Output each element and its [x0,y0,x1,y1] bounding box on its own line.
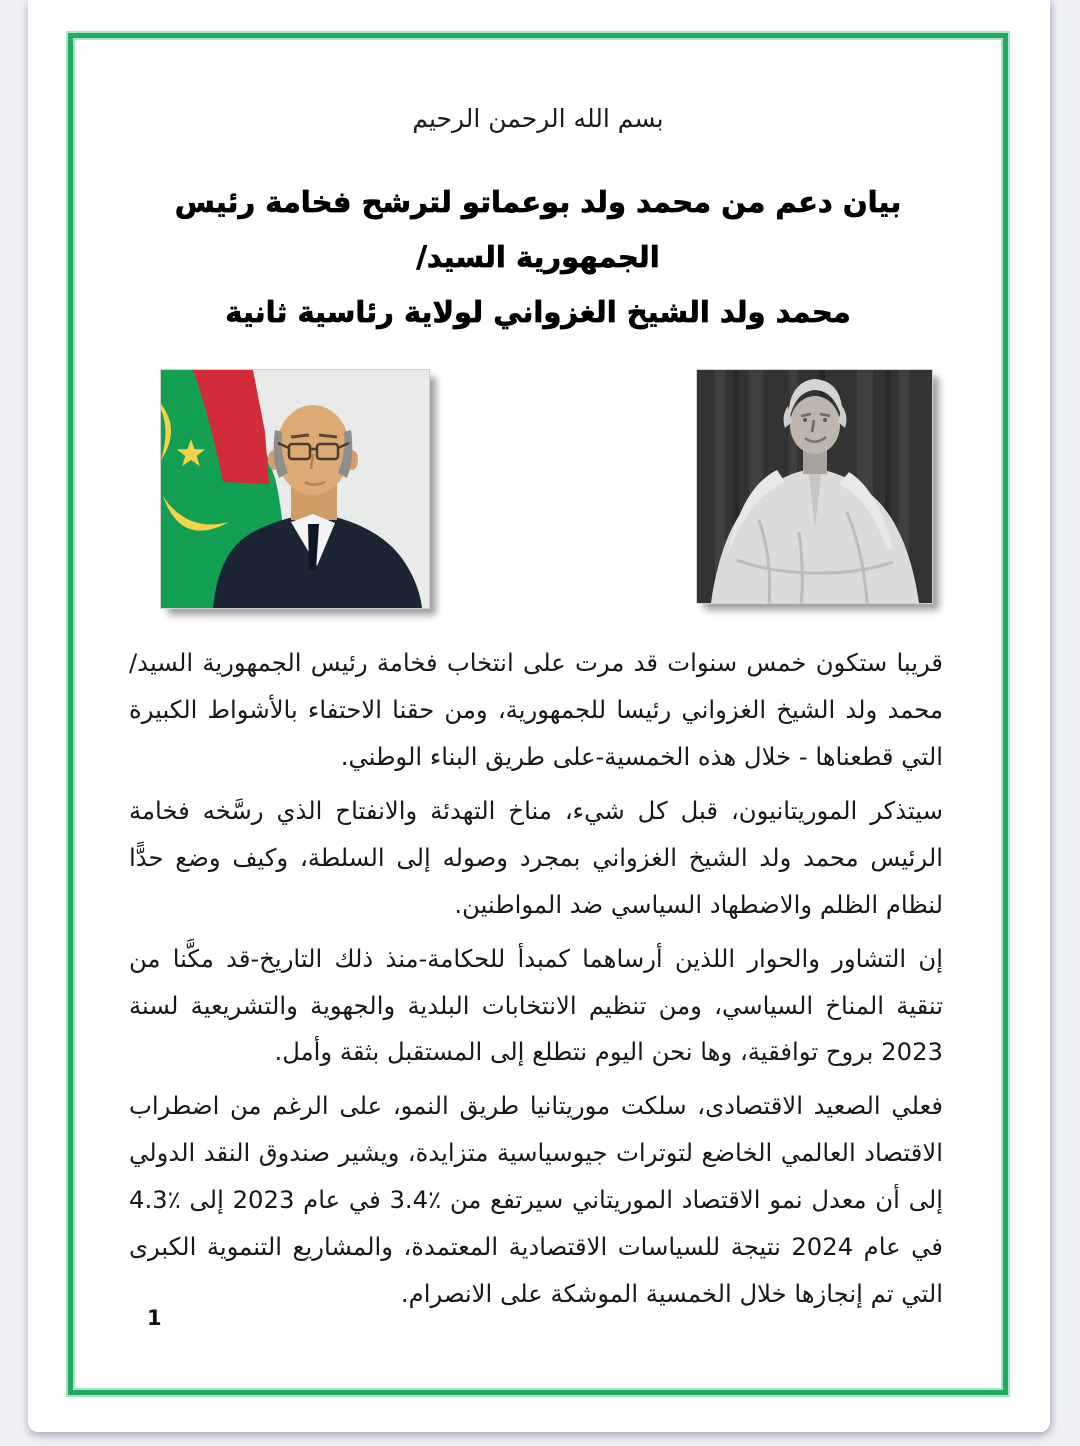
document-title [103,175,973,340]
body-paragraph: قريبا ستكون خمس سنوات قد مرت على انتخاب فخامة رئيس الجمهورية السيد/ محمد ولد الشيخ الغزواني رئيسا للجمهورية، ومن حقنا الاحتفاء بالأشواط الكبيرة التي قطعناها - خلال هذه الخمسية-على طريق البناء الوطني. [129,648,943,772]
document-page [28,0,1050,1432]
bouamatou-portrait-image [697,370,932,603]
photos-row [161,370,932,608]
photo-president-ghazouani [161,370,429,608]
body-paragraph: سيتذكر الموريتانيون، قبل كل شيء، مناخ التهدئة والانفتاح الذي رسَّخه فخامة الرئيس محمد ولد الشيخ الغزواني بمجرد وصوله إلى السلطة، وكيف وضع حدًّا لنظام الظلم والاضطهاد السياسي ضد المواطنين. [129,795,943,919]
basmala-text: بسم الله الرحمن الرحيم [412,104,664,133]
title-line-1: بيان دعم من محمد ولد بوعماتو لترشح فخامة رئيس الجمهورية السيد/ [174,185,902,275]
body-paragraph: فعلي الصعيد الاقتصادى، سلكت موريتانيا طريق النمو، على الرغم من اضطراب الاقتصاد العالمي الخاضع لتوترات جيوسياسية متزايدة، ويشير صندوق النقد الدولي إلى أن معدل نمو الاقتصاد الموريتاني سيرتفع من ٪3.4 في عام 2023 إلى ٪4.3 في عام 2024 نتيجة للسياسات الاقتصادية المعتمدة، والمشاريع التنموية الكبرى التي تم إنجازها خلال الخمسية الموشكة على الانصرام. [129,1091,943,1308]
document-body [129,640,943,1317]
president-portrait-image [161,370,429,608]
green-border-frame [68,33,1008,1395]
page-number: 1 [147,1306,162,1330]
photo-mohamed-ould-bouamatou [697,370,932,603]
body-paragraph: إن التشاور والحوار اللذين أرساهما كمبدأ للحكامة-منذ ذلك التاريخ-قد مكَّنا من تنقية المناخ السياسي، ومن تنظيم الانتخابات البلدية والجهوية والتشريعية لسنة 2023 بروح توافقية، وها نحن اليوم نتطلع إلى المستقبل بثقة وأمل. [129,943,943,1067]
title-line-2: محمد ولد الشيخ الغزواني لولاية رئاسية ثانية [225,295,851,330]
